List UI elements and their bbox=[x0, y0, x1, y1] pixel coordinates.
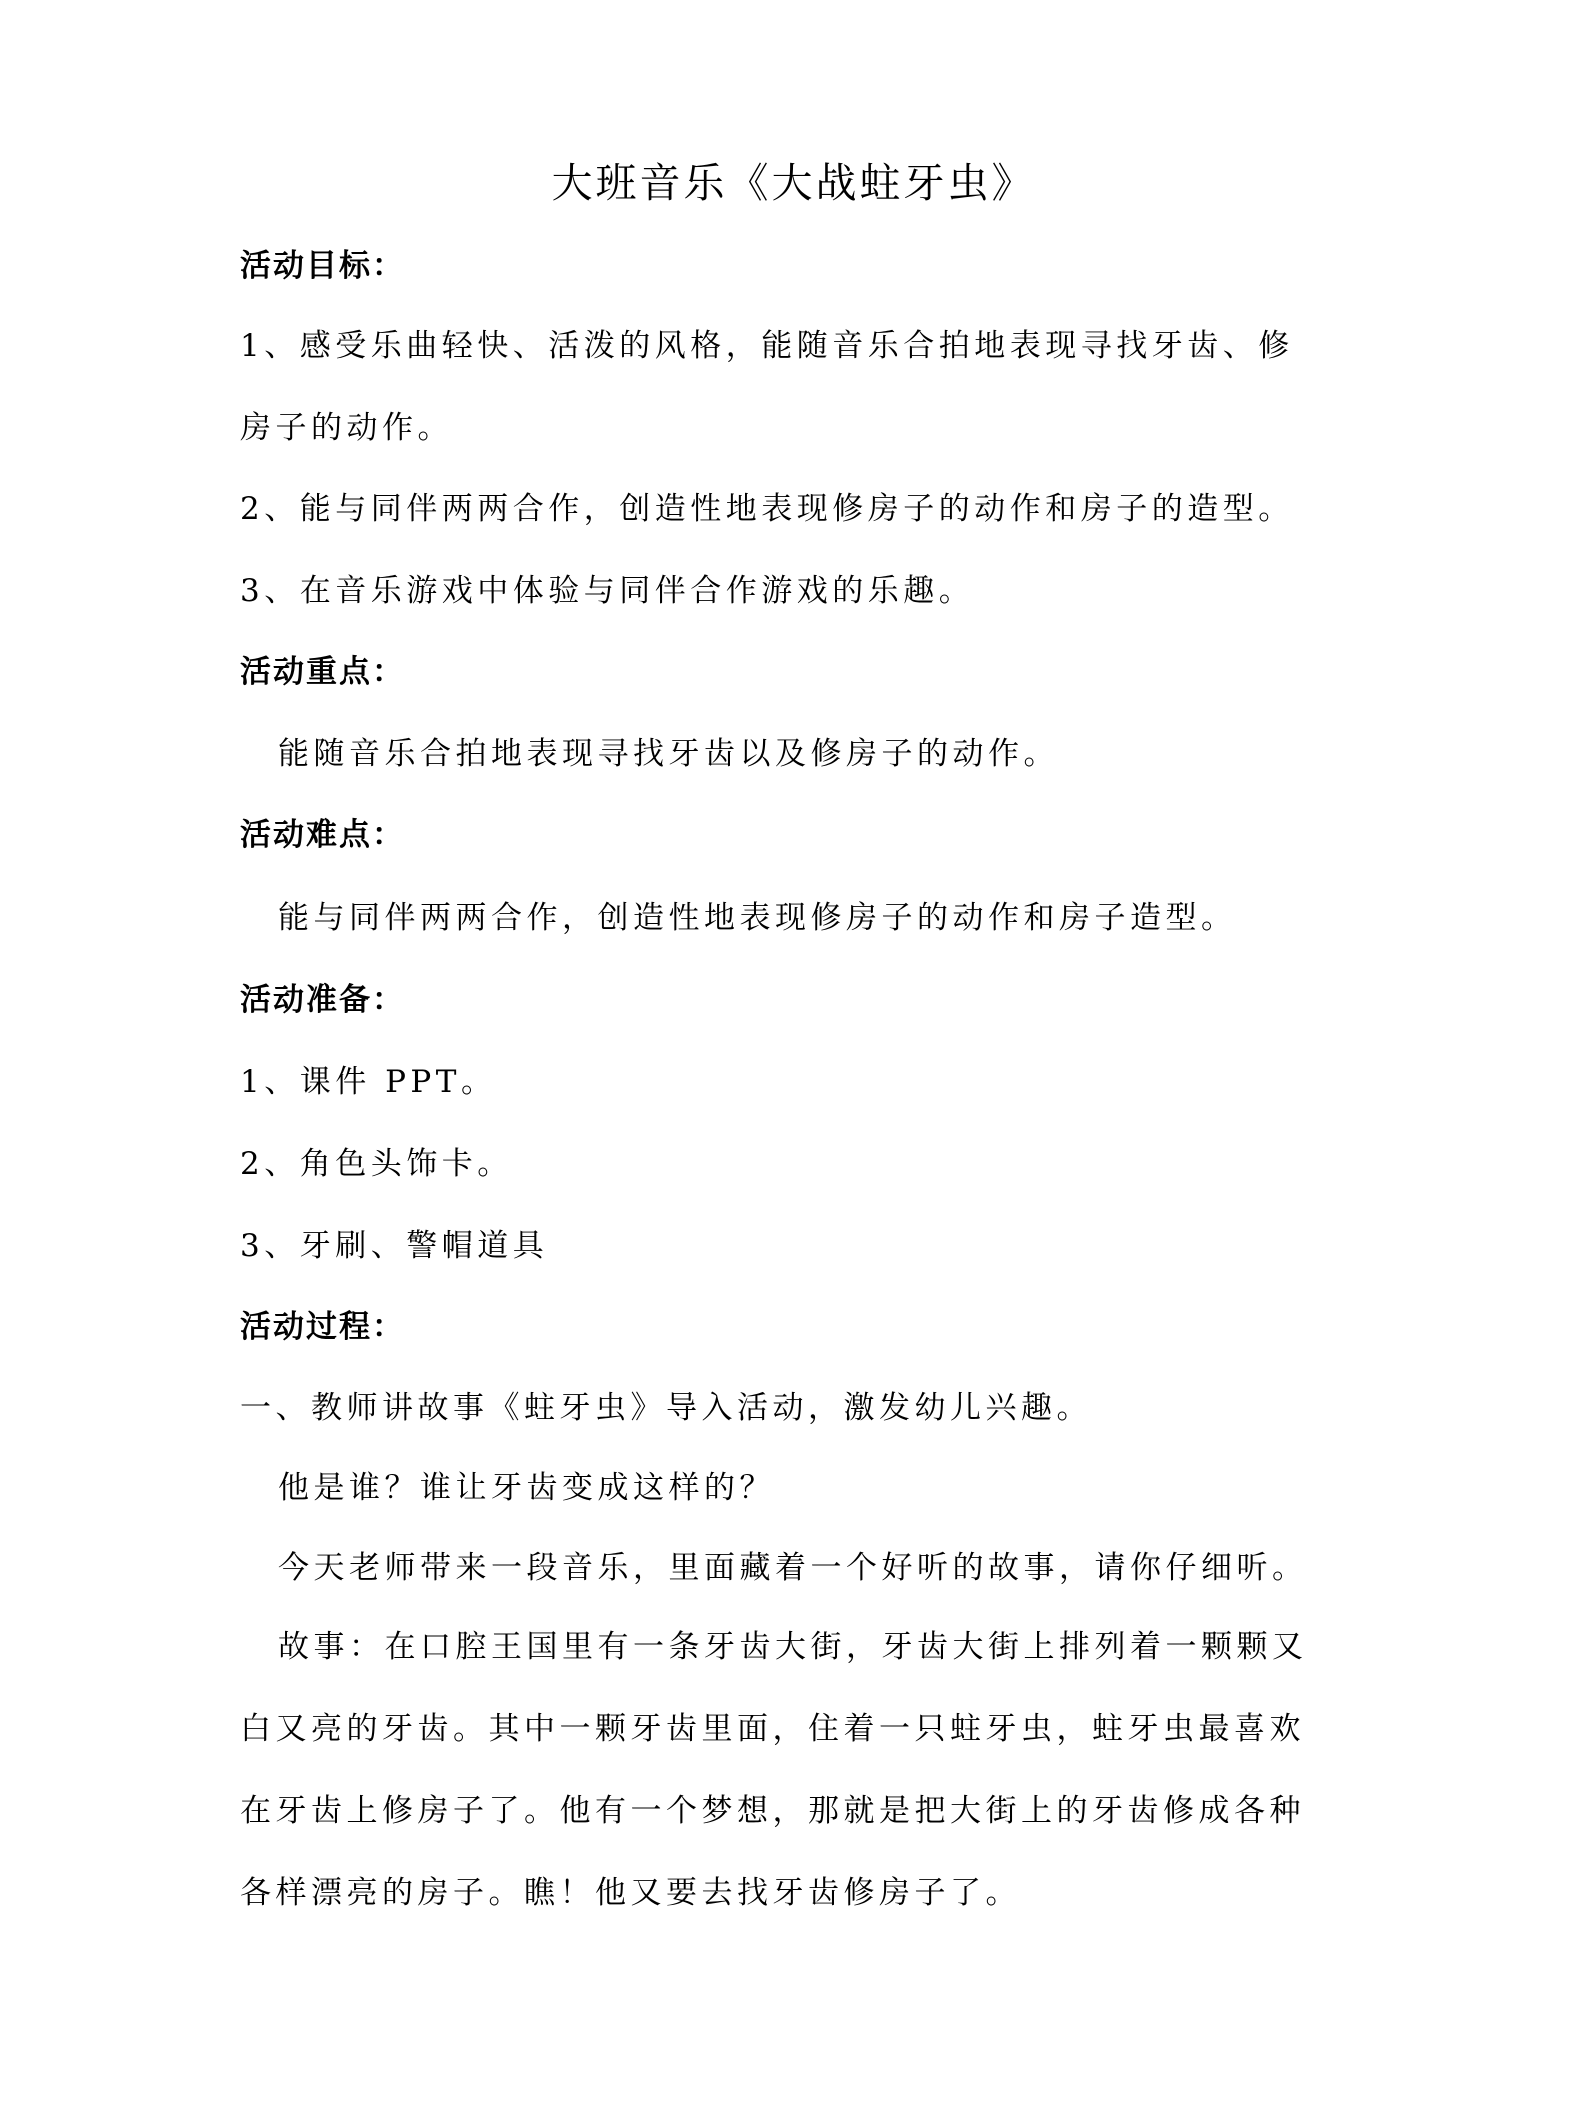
story-line-4: 各样漂亮的房子。瞧！他又要去找牙齿修房子了。 bbox=[240, 1875, 1021, 1911]
process-heading: 活动过程： bbox=[240, 1309, 405, 1345]
process-step-1: 一、教师讲故事《蛀牙虫》导入活动，激发幼儿兴趣。 bbox=[240, 1390, 1092, 1426]
process-intro: 今天老师带来一段音乐，里面藏着一个好听的故事，请你仔细听。 bbox=[278, 1550, 1308, 1586]
goal-item-1-continued: 房子的动作。 bbox=[240, 410, 453, 446]
story-line-3: 在牙齿上修房子了。他有一个梦想，那就是把大街上的牙齿修成各种 bbox=[240, 1793, 1305, 1829]
process-question: 他是谁？谁让牙齿变成这样的？ bbox=[278, 1470, 775, 1506]
difficulty-heading: 活动难点： bbox=[240, 817, 405, 853]
document-title: 大班音乐《大战蛀牙虫》 bbox=[551, 159, 1036, 207]
preparation-item-3: 3、牙刷、警帽道具 bbox=[240, 1228, 549, 1264]
story-line-2: 白又亮的牙齿。其中一颗牙齿里面，住着一只蛀牙虫，蛀牙虫最喜欢 bbox=[240, 1711, 1305, 1747]
key-point-heading: 活动重点： bbox=[240, 654, 405, 690]
goals-heading: 活动目标： bbox=[240, 248, 405, 284]
difficulty-text: 能与同伴两两合作，创造性地表现修房子的动作和房子造型。 bbox=[278, 900, 1237, 936]
preparation-item-2: 2、角色头饰卡。 bbox=[240, 1146, 513, 1182]
preparation-item-1: 1、课件 PPT。 bbox=[240, 1064, 497, 1100]
preparation-heading: 活动准备： bbox=[240, 982, 405, 1018]
goal-item-2: 2、能与同伴两两合作，创造性地表现修房子的动作和房子的造型。 bbox=[240, 491, 1294, 527]
goal-item-3: 3、在音乐游戏中体验与同伴合作游戏的乐趣。 bbox=[240, 573, 975, 609]
key-point-text: 能随音乐合拍地表现寻找牙齿以及修房子的动作。 bbox=[278, 736, 1059, 772]
story-line-1: 故事：在口腔王国里有一条牙齿大街，牙齿大街上排列着一颗颗又 bbox=[278, 1629, 1308, 1665]
goal-item-1: 1、感受乐曲轻快、活泼的风格，能随音乐合拍地表现寻找牙齿、修 bbox=[240, 328, 1294, 364]
